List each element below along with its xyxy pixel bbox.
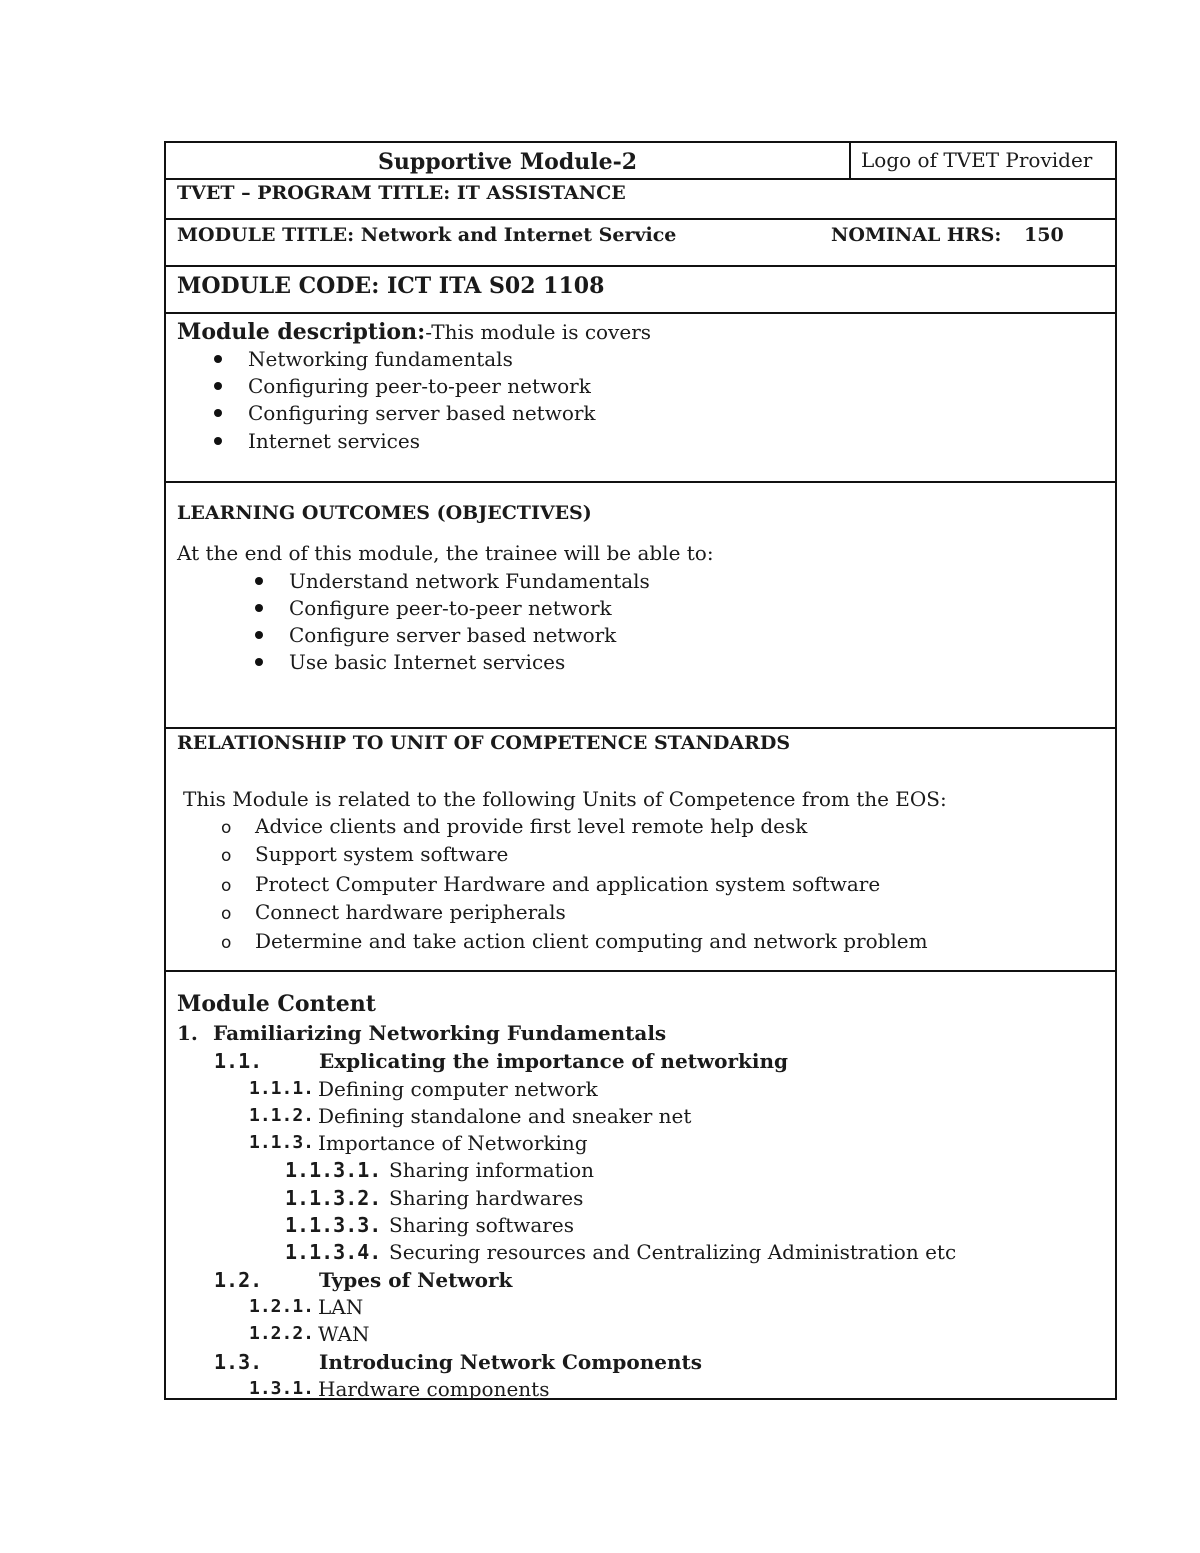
section-title: Types of Network [319,1268,513,1292]
program-title: TVET – PROGRAM TITLE: IT ASSISTANCE [177,182,626,204]
section-number: 1.1.3.4. [285,1240,382,1264]
outcome-item: Understand network Fundamentals [289,569,650,593]
description-row [166,314,1115,483]
section-title: Sharing information [389,1158,595,1182]
outcome-item: Configure server based network [289,623,617,647]
competence-item: Connect hardware peripherals [255,900,566,924]
description-heading: Module description: [177,319,426,345]
section-number: 1.1. [214,1049,263,1073]
outcome-item: Use basic Internet services [289,650,566,674]
section-number: 1.1.3. [249,1132,315,1153]
competence-item: Protect Computer Hardware and application system software [255,872,881,896]
section-title: Hardware components [318,1377,550,1401]
circle-bullet-icon: o [221,904,232,924]
bullet-icon [214,355,222,363]
competence-item: Advice clients and provide first level remote help desk [255,814,808,838]
header-row [166,143,1115,180]
nominal-hours-label: NOMINAL HRS: [831,224,1002,246]
bullet-icon [255,604,263,612]
section-title: Defining computer network [318,1077,598,1101]
module-code-row [166,267,1115,314]
section-title: LAN [318,1295,364,1319]
relationship-row [166,729,1115,972]
bullet-icon [255,658,263,666]
section-number: 1. [177,1021,198,1045]
section-title: Familiarizing Networking Fundamentals [213,1021,667,1045]
bullet-icon [214,409,222,417]
bullet-icon [255,631,263,639]
section-number: 1.1.3.3. [285,1213,382,1237]
section-number: 1.1.3.1. [285,1158,382,1182]
section-number: 1.2.2. [249,1323,315,1344]
description-line [177,321,651,343]
competence-item: Determine and take action client computing and network problem [255,929,928,953]
description-intro: -This module is covers [425,320,652,344]
circle-bullet-icon: o [221,876,232,896]
section-title: Explicating the importance of networking [319,1049,788,1073]
nominal-hours-value: 150 [1024,224,1064,246]
section-title: Sharing hardwares [389,1186,584,1210]
section-title: WAN [318,1322,370,1346]
bullet-icon [214,437,222,445]
section-number: 1.3. [214,1350,263,1374]
circle-bullet-icon: o [221,818,232,838]
bullet-icon [214,382,222,390]
module-document [164,141,1117,1400]
relationship-intro: This Module is related to the following Units of Competence from the EOS: [183,787,947,811]
module-content-row [166,972,1115,1401]
module-code: MODULE CODE: ICT ITA S02 1108 [177,273,605,299]
section-number: 1.1.2. [249,1105,315,1126]
header-divider [849,143,851,178]
learning-outcomes-row [166,483,1115,729]
outcome-item: Configure peer-to-peer network [289,596,612,620]
section-number: 1.3.1. [249,1378,315,1399]
circle-bullet-icon: o [221,846,232,866]
module-title-heading: Supportive Module-2 [377,149,638,175]
section-number: 1.1.1. [249,1078,315,1099]
description-item: Internet services [248,429,420,453]
competence-item: Support system software [255,842,509,866]
description-item: Configuring server based network [248,401,596,425]
section-title: Importance of Networking [318,1131,588,1155]
section-title: Securing resources and Centralizing Administration etc [389,1240,957,1264]
section-title: Defining standalone and sneaker net [318,1104,692,1128]
section-number: 1.2. [214,1268,263,1292]
section-title: Introducing Network Components [319,1350,703,1374]
bullet-icon [255,577,263,585]
section-number: 1.2.1. [249,1296,315,1317]
program-title-row [166,180,1115,220]
section-title: Sharing softwares [389,1213,574,1237]
logo-placeholder: Logo of TVET Provider [861,148,1093,172]
description-item: Networking fundamentals [248,347,513,371]
module-title-row [166,220,1115,267]
circle-bullet-icon: o [221,933,232,953]
description-item: Configuring peer-to-peer network [248,374,591,398]
outcomes-intro: At the end of this module, the trainee will be able to: [177,541,714,565]
module-title: MODULE TITLE: Network and Internet Service [177,224,677,246]
content-heading: Module Content [177,991,376,1017]
relationship-heading: RELATIONSHIP TO UNIT OF COMPETENCE STANDARDS [177,732,791,754]
section-number: 1.1.3.2. [285,1186,382,1210]
outcomes-heading: LEARNING OUTCOMES (OBJECTIVES) [177,502,592,524]
